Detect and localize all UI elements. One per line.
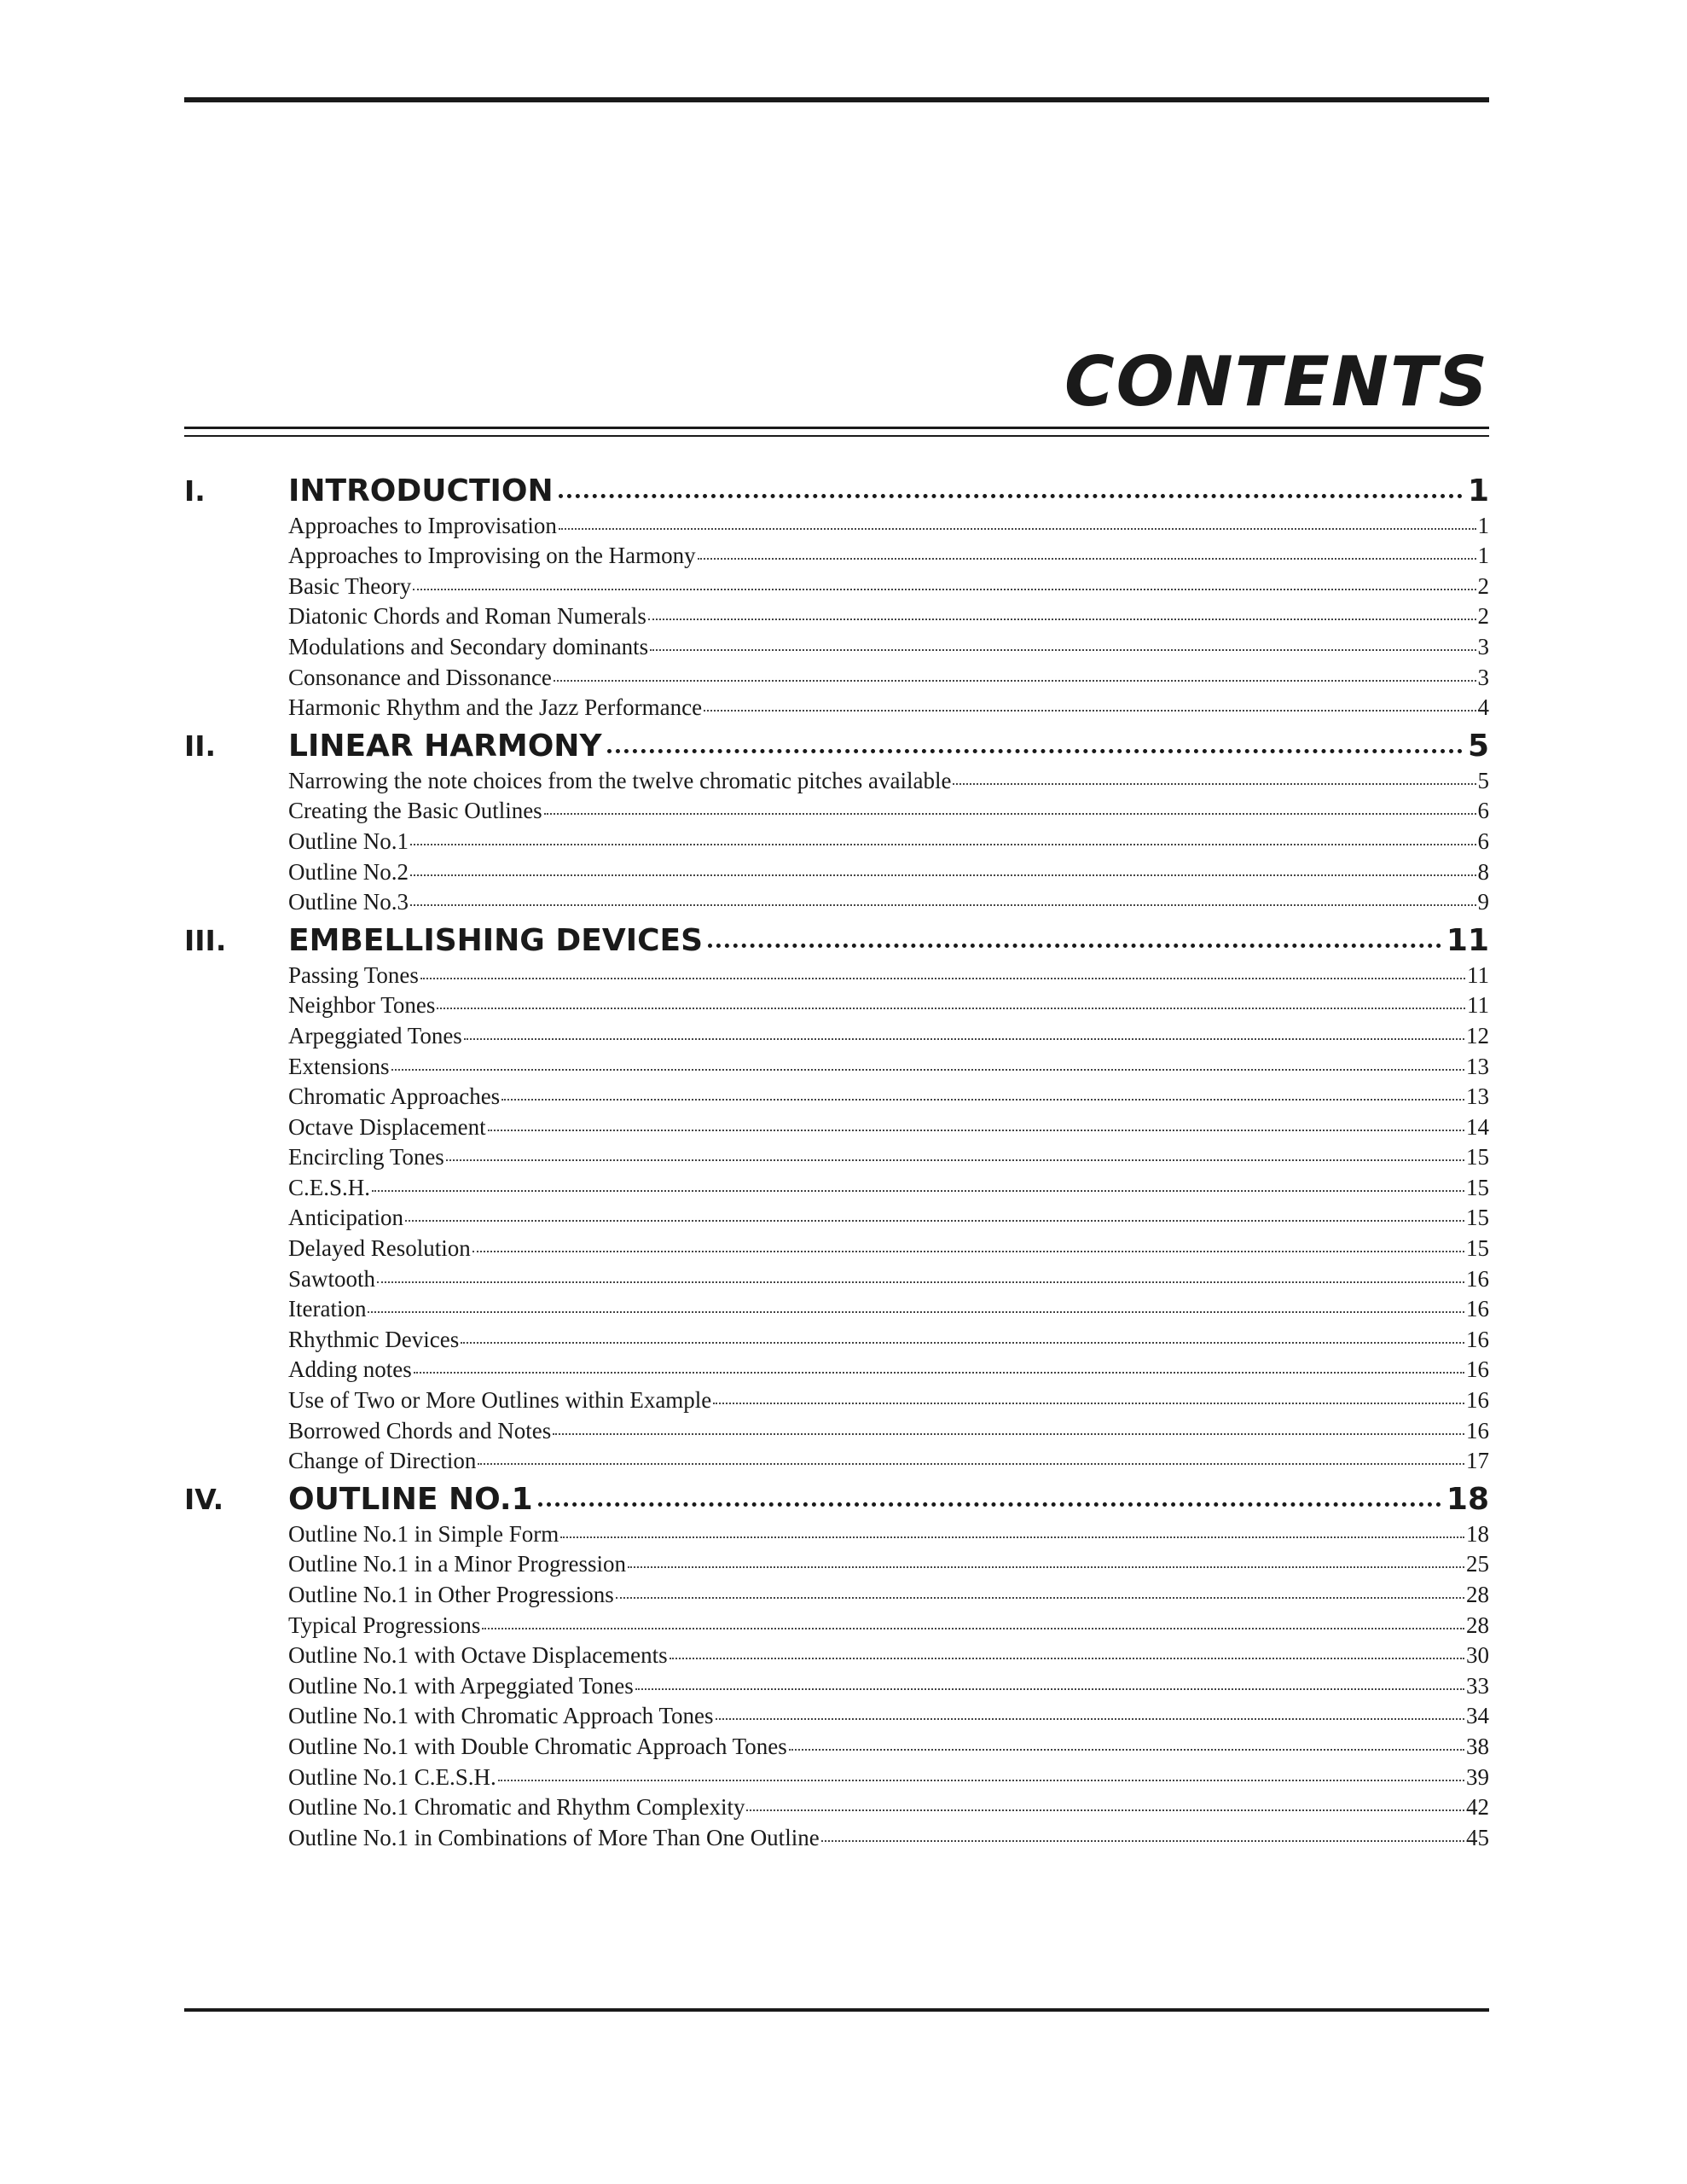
toc-entry-line <box>288 858 1489 885</box>
toc-entry-line <box>288 1022 1489 1048</box>
toc-entry-page-number: 15 <box>1466 1144 1489 1170</box>
dot-leader <box>414 1372 1464 1374</box>
section-title-line <box>288 923 1489 959</box>
dot-leader <box>554 680 1476 682</box>
toc-entry <box>184 631 1489 662</box>
toc-entry-page-number: 25 <box>1466 1551 1489 1577</box>
toc-entry-label: Use of Two or More Outlines within Example <box>288 1387 712 1414</box>
section-numeral: IV. <box>184 1483 224 1517</box>
toc-entry-page-number: 3 <box>1477 664 1489 690</box>
toc-entry <box>184 1263 1489 1294</box>
dot-leader <box>789 1749 1464 1751</box>
toc-entry-page-number: 11 <box>1467 961 1489 988</box>
toc-entry-page-number: 6 <box>1477 828 1489 854</box>
dot-leader <box>704 710 1475 712</box>
toc-entry <box>184 857 1489 887</box>
toc-entry-label: Creating the Basic Outlines <box>288 798 542 824</box>
dot-leader <box>461 1342 1464 1344</box>
toc-entry-line <box>288 1146 1489 1169</box>
toc-entry-line <box>288 514 1489 537</box>
toc-entry <box>184 1822 1489 1853</box>
toc-entry-page-number: 8 <box>1477 858 1489 885</box>
toc-entry <box>184 826 1489 857</box>
toc-entry <box>184 601 1489 632</box>
dot-leader <box>648 619 1476 620</box>
toc-entry <box>184 1610 1489 1641</box>
toc-entry-page-number: 30 <box>1466 1642 1489 1669</box>
toc-entry-page-number: 45 <box>1466 1824 1489 1850</box>
dot-leader <box>607 749 1463 753</box>
toc-entry-line <box>288 1735 1489 1758</box>
dot-leader <box>670 1658 1464 1659</box>
section-title-line <box>288 473 1489 508</box>
toc-entry-label: Approaches to Improvisation <box>288 512 557 538</box>
toc-entry-line <box>288 1672 1489 1699</box>
section-page-number: 1 <box>1467 473 1489 508</box>
toc-entry-label: Outline No.1 with Chromatic Approach Tones <box>288 1703 714 1729</box>
toc-entry-page-number: 1 <box>1477 512 1489 538</box>
page-title: CONTENTS <box>1064 342 1489 421</box>
section-page-number: 18 <box>1446 1482 1489 1518</box>
dot-leader <box>559 494 1463 498</box>
toc-entry-line <box>288 1055 1489 1078</box>
section-title-line <box>288 1482 1489 1518</box>
toc-entry <box>184 960 1489 990</box>
toc-entry-label: Change of Direction <box>288 1448 477 1474</box>
dot-leader <box>628 1566 1464 1568</box>
toc-entry-page-number: 16 <box>1466 1296 1489 1322</box>
dot-leader <box>391 1069 1465 1071</box>
toc-entry-label: Borrowed Chords and Notes <box>288 1417 552 1443</box>
toc-entry-label: C.E.S.H. <box>288 1174 371 1200</box>
dot-leader <box>708 944 1441 948</box>
dot-leader <box>410 904 1476 906</box>
dot-leader <box>560 1536 1464 1538</box>
toc-entry-line <box>288 544 1489 567</box>
section-page-number: 11 <box>1446 923 1489 959</box>
toc-entry-page-number: 11 <box>1467 992 1489 1019</box>
toc-entry <box>184 1082 1489 1112</box>
toc-entry <box>184 1020 1489 1051</box>
dot-leader <box>478 1463 1464 1465</box>
dot-leader <box>464 1038 1464 1040</box>
dot-leader <box>482 1628 1464 1629</box>
toc-entry-label: Modulations and Secondary dominants <box>288 633 649 659</box>
toc-entry-page-number: 9 <box>1477 889 1489 915</box>
toc-entry-line <box>288 1520 1489 1547</box>
toc-entry-label: Outline No.1 with Octave Displacements <box>288 1642 668 1669</box>
dot-leader <box>472 1251 1464 1252</box>
toc-entry-label: Sawtooth <box>288 1265 376 1292</box>
toc-entry-page-number: 42 <box>1466 1794 1489 1821</box>
toc-entry <box>184 510 1489 541</box>
toc-entry-page-number: 6 <box>1477 798 1489 824</box>
dot-leader <box>538 1502 1441 1507</box>
dot-leader <box>488 1130 1464 1131</box>
toc-entry-label: Outline No.3 <box>288 889 409 915</box>
toc-entry <box>184 1385 1489 1415</box>
toc-entry-page-number: 33 <box>1466 1672 1489 1699</box>
toc-entry-page-number: 38 <box>1466 1733 1489 1759</box>
dot-leader <box>650 649 1475 651</box>
toc-entry-line <box>288 1583 1489 1606</box>
toc-entry-line <box>288 1449 1489 1472</box>
toc-entry-label: Anticipation <box>288 1205 403 1231</box>
dot-leader <box>501 1099 1464 1101</box>
toc-entry-label: Arpeggiated Tones <box>288 1022 462 1048</box>
toc-entry <box>184 1233 1489 1263</box>
toc-entry-page-number: 17 <box>1466 1448 1489 1474</box>
toc-entry-label: Outline No.1 in Other Progressions <box>288 1582 614 1607</box>
bottom-rule <box>184 2008 1489 2012</box>
toc-entry-label: Approaches to Improvising on the Harmony <box>288 543 696 569</box>
dot-leader <box>405 1220 1464 1222</box>
toc-entry <box>184 1670 1489 1701</box>
toc-entry-page-number: 15 <box>1466 1205 1489 1231</box>
toc-entry-line <box>288 696 1489 719</box>
toc-entry <box>184 765 1489 796</box>
dot-leader <box>746 1809 1464 1811</box>
toc-entry-page-number: 3 <box>1477 633 1489 659</box>
toc-entry-page-number: 28 <box>1466 1612 1489 1638</box>
toc-entry-line <box>288 1824 1489 1850</box>
toc-entry-line <box>288 1358 1489 1381</box>
toc-entry-page-number: 18 <box>1466 1520 1489 1547</box>
toc-entry <box>184 1446 1489 1477</box>
toc-entry-label: Iteration <box>288 1296 367 1322</box>
toc-entry-page-number: 4 <box>1477 694 1489 721</box>
toc-entry-page-number: 13 <box>1466 1053 1489 1079</box>
dot-leader <box>420 978 1465 979</box>
toc-entry <box>184 990 1489 1021</box>
toc-entry-page-number: 15 <box>1466 1235 1489 1262</box>
dot-leader <box>635 1688 1464 1690</box>
toc-entry-line <box>288 1614 1489 1637</box>
toc-entry-page-number: 16 <box>1466 1356 1489 1383</box>
table-of-contents <box>184 468 1489 1853</box>
toc-entry-line <box>288 1553 1489 1576</box>
toc-entry <box>184 1641 1489 1671</box>
toc-entry-line <box>288 1644 1489 1667</box>
dot-leader <box>437 1008 1465 1009</box>
dot-leader <box>413 589 1475 590</box>
top-rule <box>184 97 1489 102</box>
toc-entry-page-number: 14 <box>1466 1113 1489 1140</box>
toc-entry-page-number: 13 <box>1466 1083 1489 1110</box>
section-title: LINEAR HARMONY <box>288 729 602 764</box>
toc-entry-label: Octave Displacement <box>288 1113 486 1140</box>
toc-entry <box>184 1355 1489 1385</box>
toc-entry-page-number: 39 <box>1466 1763 1489 1790</box>
toc-entry-label: Adding notes <box>288 1356 412 1383</box>
toc-entry-label: Extensions <box>288 1053 390 1079</box>
toc-entry-line <box>288 1705 1489 1728</box>
toc-entry-label: Outline No.1 Chromatic and Rhythm Complexity <box>288 1794 745 1821</box>
toc-entry-line <box>288 1796 1489 1819</box>
toc-entry <box>184 1579 1489 1610</box>
toc-entry <box>184 1172 1489 1203</box>
toc-entry-line <box>288 961 1489 988</box>
toc-entry-line <box>288 1389 1489 1412</box>
toc-entry-line <box>288 1176 1489 1199</box>
dot-leader <box>713 1403 1464 1404</box>
dot-leader <box>446 1159 1464 1161</box>
toc-entry-page-number: 2 <box>1477 572 1489 599</box>
toc-entry <box>184 1203 1489 1234</box>
toc-entry-page-number: 16 <box>1466 1265 1489 1292</box>
toc-entry-label: Outline No.1 in Combinations of More Than One Outline <box>288 1824 820 1850</box>
toc-entry-line <box>288 1237 1489 1260</box>
toc-entry-page-number: 2 <box>1477 603 1489 630</box>
toc-entry-page-number: 16 <box>1466 1387 1489 1414</box>
toc-entry-line <box>288 891 1489 914</box>
dot-leader <box>498 1780 1464 1781</box>
toc-section-heading <box>184 1476 1489 1519</box>
section-page-number: 5 <box>1467 729 1489 764</box>
toc-section-heading <box>184 468 1489 510</box>
section-numeral: III. <box>184 924 227 958</box>
toc-entry-label: Harmonic Rhythm and the Jazz Performance <box>288 694 703 721</box>
dot-leader <box>616 1597 1464 1599</box>
toc-entry-line <box>288 1328 1489 1351</box>
toc-entry-line <box>288 666 1489 689</box>
dot-leader <box>372 1190 1464 1192</box>
toc-entry <box>184 796 1489 827</box>
toc-entry-line <box>288 1763 1489 1790</box>
title-underline-thin <box>184 435 1489 437</box>
toc-entry <box>184 1142 1489 1173</box>
toc-entry-label: Basic Theory <box>288 572 412 599</box>
toc-entry-line <box>288 1265 1489 1292</box>
toc-entry <box>184 1415 1489 1446</box>
toc-entry <box>184 1051 1489 1082</box>
toc-entry-line <box>288 1206 1489 1229</box>
toc-entry-label: Rhythmic Devices <box>288 1326 460 1352</box>
toc-entry-line <box>288 1085 1489 1108</box>
toc-entry <box>184 571 1489 601</box>
dot-leader <box>368 1311 1464 1313</box>
toc-entry-line <box>288 572 1489 599</box>
toc-entry-label: Diatonic Chords and Roman Numerals <box>288 603 646 630</box>
toc-entry-label: Delayed Resolution <box>288 1235 471 1262</box>
toc-entry <box>184 1792 1489 1823</box>
toc-entry-label: Consonance and Dissonance <box>288 664 552 690</box>
section-title: OUTLINE NO.1 <box>288 1482 533 1518</box>
section-numeral: II. <box>184 729 217 764</box>
toc-entry-page-number: 12 <box>1466 1022 1489 1048</box>
toc-entry-page-number: 1 <box>1477 543 1489 569</box>
toc-entry <box>184 1701 1489 1732</box>
toc-entry-line <box>288 767 1489 793</box>
toc-entry-line <box>288 1113 1489 1140</box>
toc-entry-line <box>288 1417 1489 1443</box>
section-numeral: I. <box>184 474 206 508</box>
toc-entry-label: Typical Progressions <box>288 1612 481 1638</box>
toc-entry-page-number: 5 <box>1477 767 1489 793</box>
dot-leader <box>559 528 1476 530</box>
toc-entry-label: Outline No.1 C.E.S.H. <box>288 1763 496 1790</box>
dot-leader <box>716 1718 1464 1720</box>
dot-leader <box>410 874 1476 876</box>
dot-leader <box>821 1840 1464 1842</box>
toc-entry-line <box>288 830 1489 853</box>
toc-entry <box>184 662 1489 693</box>
toc-entry-label: Chromatic Approaches <box>288 1083 501 1110</box>
dot-leader <box>377 1281 1464 1283</box>
dot-leader <box>544 813 1476 815</box>
toc-entry-label: Outline No.1 <box>288 828 409 854</box>
toc-entry-page-number: 16 <box>1466 1417 1489 1443</box>
dot-leader <box>553 1433 1464 1435</box>
toc-entry-line <box>288 1298 1489 1321</box>
toc-entry-page-number: 28 <box>1466 1582 1489 1607</box>
toc-entry-label: Outline No.1 in Simple Form <box>288 1520 559 1547</box>
toc-entry <box>184 1112 1489 1142</box>
toc-entry <box>184 1519 1489 1549</box>
toc-entry-line <box>288 994 1489 1017</box>
dot-leader <box>953 783 1475 785</box>
toc-entry-label: Narrowing the note choices from the twelve chromatic pitches available <box>288 767 952 793</box>
toc-entry-page-number: 34 <box>1466 1703 1489 1729</box>
toc-entry-label: Outline No.1 with Arpeggiated Tones <box>288 1672 634 1699</box>
toc-entry <box>184 1549 1489 1580</box>
toc-entry-label: Outline No.2 <box>288 858 409 885</box>
section-title: INTRODUCTION <box>288 473 554 508</box>
dot-leader <box>698 558 1476 560</box>
toc-entry-page-number: 16 <box>1466 1326 1489 1352</box>
toc-entry <box>184 1762 1489 1792</box>
toc-section-heading <box>184 917 1489 960</box>
section-title-line <box>288 731 1489 762</box>
toc-entry-label: Passing Tones <box>288 961 419 988</box>
toc-section-heading <box>184 723 1489 765</box>
toc-entry-label: Outline No.1 in a Minor Progression <box>288 1551 626 1577</box>
dot-leader <box>410 844 1476 845</box>
toc-entry <box>184 887 1489 918</box>
section-title: EMBELLISHING DEVICES <box>288 923 704 959</box>
toc-entry <box>184 1324 1489 1355</box>
toc-entry-line <box>288 633 1489 659</box>
toc-entry <box>184 693 1489 723</box>
toc-entry <box>184 1731 1489 1762</box>
toc-entry-page-number: 15 <box>1466 1174 1489 1200</box>
toc-entry-label: Neighbor Tones <box>288 992 436 1019</box>
toc-entry-label: Outline No.1 with Double Chromatic Approach Tones <box>288 1733 787 1759</box>
title-underline <box>184 427 1489 429</box>
toc-entry-label: Encircling Tones <box>288 1144 444 1170</box>
toc-entry <box>184 541 1489 572</box>
toc-entry <box>184 1294 1489 1325</box>
toc-entry-line <box>288 799 1489 822</box>
toc-entry-line <box>288 605 1489 628</box>
